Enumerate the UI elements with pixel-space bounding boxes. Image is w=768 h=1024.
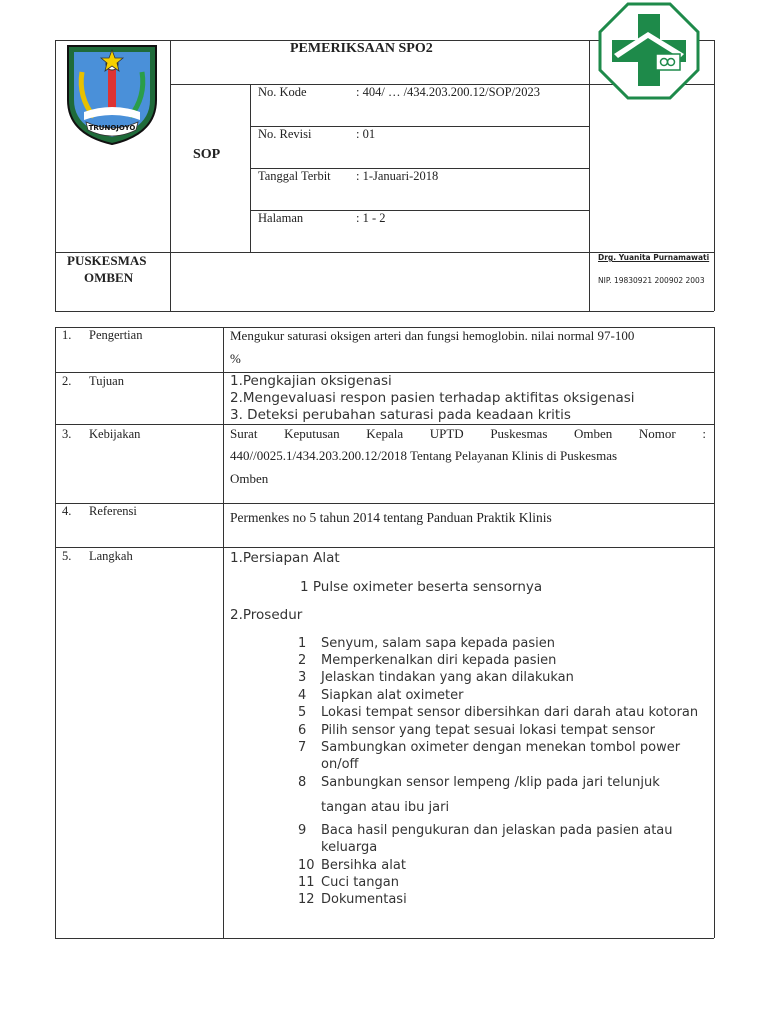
step-number: 6 bbox=[298, 723, 307, 738]
tujuan-item-3: 3. Deteksi perubahan saturasi pada keadaan kritis bbox=[230, 407, 571, 423]
field-label-revisi: No. Revisi bbox=[258, 127, 312, 141]
field-label-terbit: Tanggal Terbit bbox=[258, 169, 331, 183]
step-text: Cuci tangan bbox=[321, 875, 399, 890]
section-1-text-cont: % bbox=[230, 351, 241, 366]
section-2-number: 2. bbox=[62, 374, 72, 388]
step-text: Jelaskan tindakan yang akan dilakukan bbox=[321, 670, 574, 685]
section-4-number: 4. bbox=[62, 504, 72, 518]
section-1-number: 1. bbox=[62, 328, 72, 342]
step-text: Sambungkan oximeter dengan menekan tombol power bbox=[321, 740, 681, 755]
step-text: Sanbungkan sensor lempeng /klip pada jari telunjuk bbox=[321, 775, 660, 790]
step-number: 1 bbox=[298, 636, 307, 651]
tujuan-item-1: 1.Pengkajian oksigenasi bbox=[230, 373, 392, 389]
field-value-terbit: : 1-Januari-2018 bbox=[356, 169, 439, 183]
step-text: Baca hasil pengukuran dan jelaskan pada pasien atau bbox=[321, 823, 673, 838]
step-number: 5 bbox=[298, 705, 307, 720]
page-title: PEMERIKSAAN SPO2 bbox=[290, 41, 433, 56]
prep-item: 1 Pulse oximeter beserta sensornya bbox=[300, 579, 543, 595]
step-text: Senyum, salam sapa kepada pasien bbox=[321, 636, 556, 651]
field-label-halaman: Halaman bbox=[258, 211, 304, 225]
step-number: 4 bbox=[298, 688, 307, 703]
step-number: 12 bbox=[298, 892, 315, 907]
signer-nip: NIP. 19830921 200902 2003 bbox=[598, 276, 705, 285]
kebijakan-line-3: Omben bbox=[230, 471, 269, 486]
step-text-cont: tangan atau ibu jari bbox=[321, 800, 450, 815]
regency-emblem bbox=[64, 42, 160, 146]
step-number: 2 bbox=[298, 653, 307, 668]
step-text-cont: keluarga bbox=[321, 840, 378, 855]
step-text: Bersihka alat bbox=[321, 858, 406, 873]
signer-name: Drg. Yuanita Purnamawati bbox=[598, 253, 710, 262]
section-5-number: 5. bbox=[62, 549, 72, 563]
kebijakan-line-2: 440//0025.1/434.203.200.12/2018 Tentang Pelayanan Klinis di Puskesmas bbox=[230, 448, 618, 463]
kebijakan-line-1: Surat Keputusan Kepala UPTD Puskesmas Omben Nomor : bbox=[230, 426, 706, 441]
org-name-line2: OMBEN bbox=[84, 270, 134, 285]
step-text: Dokumentasi bbox=[321, 892, 407, 907]
referensi-text: Permenkes no 5 tahun 2014 tentang Panduan Praktik Klinis bbox=[230, 510, 552, 525]
step-number: 10 bbox=[298, 858, 315, 873]
step-number: 3 bbox=[298, 670, 307, 685]
sop-label: SOP bbox=[193, 147, 221, 162]
field-value-revisi: : 01 bbox=[356, 127, 376, 141]
step-text: Memperkenalkan diri kepada pasien bbox=[321, 653, 557, 668]
prep-title: 1.Persiapan Alat bbox=[230, 550, 340, 566]
tujuan-item-2: 2.Mengevaluasi respon pasien terhadap aktifitas oksigenasi bbox=[230, 390, 635, 406]
step-text: Siapkan alat oximeter bbox=[321, 688, 464, 703]
step-number: 8 bbox=[298, 775, 307, 790]
section-4-label: Referensi bbox=[89, 504, 137, 518]
procedure-title: 2.Prosedur bbox=[230, 607, 303, 623]
section-2-label: Tujuan bbox=[89, 374, 124, 388]
emblem-icon bbox=[64, 42, 160, 146]
section-1-label: Pengertian bbox=[89, 328, 143, 342]
section-1-text: Mengukur saturasi oksigen arteri dan fungsi hemoglobin. nilai normal 97-100 bbox=[230, 328, 635, 343]
section-5-label: Langkah bbox=[89, 549, 133, 563]
field-value-kode: : 404/ … /434.203.200.12/SOP/2023 bbox=[356, 85, 541, 99]
step-text-cont: on/off bbox=[321, 757, 359, 772]
field-label-kode: No. Kode bbox=[258, 85, 307, 99]
step-number: 9 bbox=[298, 823, 307, 838]
org-name-line1: PUSKESMAS bbox=[67, 253, 147, 268]
step-number: 11 bbox=[298, 875, 315, 890]
step-number: 7 bbox=[298, 740, 307, 755]
step-text: Pilih sensor yang tepat sesuai lokasi tempat sensor bbox=[321, 723, 655, 738]
puskesmas-logo bbox=[598, 2, 700, 100]
svg-text:TRUNOJOYO: TRUNOJOYO bbox=[88, 124, 136, 132]
section-3-number: 3. bbox=[62, 427, 72, 441]
field-value-halaman: : 1 - 2 bbox=[356, 211, 386, 225]
step-text: Lokasi tempat sensor dibersihkan dari darah atau kotoran bbox=[321, 705, 699, 720]
section-3-label: Kebijakan bbox=[89, 427, 141, 441]
health-cross-icon bbox=[598, 2, 700, 100]
